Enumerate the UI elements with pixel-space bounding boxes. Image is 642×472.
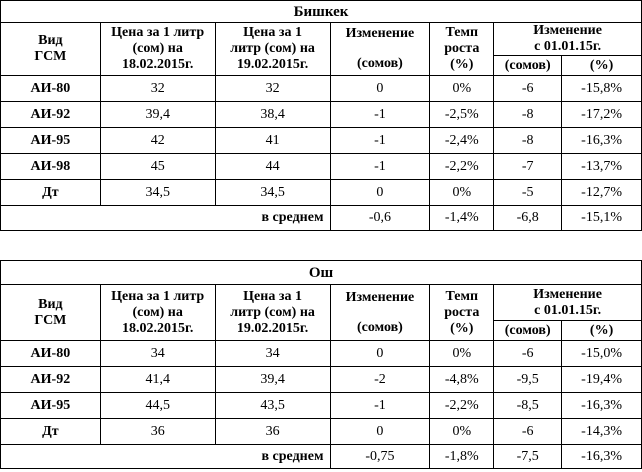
change-cell: 0 bbox=[330, 76, 430, 102]
header-since-jan: Изменение с 01.01.15г. bbox=[494, 285, 642, 321]
header-price-new: Цена за 1 литр (сом) на 19.02.2015г. bbox=[215, 285, 330, 341]
since-som-cell: -6 bbox=[494, 419, 562, 445]
header-change: Изменение (сомов) bbox=[330, 285, 430, 341]
header-price-new: Цена за 1 литр (сом) на 19.02.2015г. bbox=[215, 23, 330, 76]
table-row bbox=[1, 180, 642, 206]
price-new-cell: 32 bbox=[215, 76, 330, 102]
fuel-type-cell: Дт bbox=[1, 180, 101, 206]
since-pct-cell: -19,4% bbox=[562, 367, 642, 393]
since-pct-cell: -13,7% bbox=[562, 154, 642, 180]
since-som-cell: -8 bbox=[494, 102, 562, 128]
change-cell: -2 bbox=[330, 367, 430, 393]
fuel-type-cell: АИ-80 bbox=[1, 76, 101, 102]
since-som-cell: -7 bbox=[494, 154, 562, 180]
average-growth-cell: -1,8% bbox=[430, 445, 494, 469]
since-som-cell: -9,5 bbox=[494, 367, 562, 393]
fuel-type-cell: АИ-98 bbox=[1, 154, 101, 180]
header-since-pct: (%) bbox=[562, 56, 642, 76]
price-new-cell: 36 bbox=[215, 419, 330, 445]
growth-cell: 0% bbox=[430, 341, 494, 367]
price-old-cell: 32 bbox=[100, 76, 215, 102]
fuel-type-cell: АИ-92 bbox=[1, 367, 101, 393]
average-since-som-cell: -6,8 bbox=[494, 206, 562, 231]
since-som-cell: -8,5 bbox=[494, 393, 562, 419]
bishkek-price-table bbox=[0, 0, 642, 231]
change-cell: -1 bbox=[330, 128, 430, 154]
table-row bbox=[1, 419, 642, 445]
since-pct-cell: -12,7% bbox=[562, 180, 642, 206]
fuel-type-cell: АИ-95 bbox=[1, 128, 101, 154]
fuel-type-cell: АИ-92 bbox=[1, 102, 101, 128]
fuel-type-cell: АИ-95 bbox=[1, 393, 101, 419]
table-row bbox=[1, 154, 642, 180]
table-row bbox=[1, 367, 642, 393]
growth-cell: -2,2% bbox=[430, 154, 494, 180]
price-new-cell: 41 bbox=[215, 128, 330, 154]
table-city-title: Бишкек bbox=[1, 1, 642, 23]
table-row bbox=[1, 341, 642, 367]
average-growth-cell: -1,4% bbox=[430, 206, 494, 231]
price-new-cell: 34 bbox=[215, 341, 330, 367]
change-cell: 0 bbox=[330, 341, 430, 367]
average-row bbox=[1, 206, 642, 231]
since-som-cell: -6 bbox=[494, 341, 562, 367]
header-growth: Темп роста (%) bbox=[430, 23, 494, 76]
average-change-cell: -0,6 bbox=[330, 206, 430, 231]
since-pct-cell: -16,3% bbox=[562, 128, 642, 154]
price-old-cell: 45 bbox=[100, 154, 215, 180]
average-label: в среднем bbox=[1, 206, 331, 231]
price-new-cell: 34,5 bbox=[215, 180, 330, 206]
table-row bbox=[1, 102, 642, 128]
since-som-cell: -6 bbox=[494, 76, 562, 102]
change-cell: 0 bbox=[330, 180, 430, 206]
header-since-pct: (%) bbox=[562, 321, 642, 341]
header-since-som: (сомов) bbox=[494, 321, 562, 341]
since-pct-cell: -15,8% bbox=[562, 76, 642, 102]
header-growth: Темп роста (%) bbox=[430, 285, 494, 341]
table-row bbox=[1, 393, 642, 419]
fuel-type-cell: Дт bbox=[1, 419, 101, 445]
header-change: Изменение (сомов) bbox=[330, 23, 430, 76]
average-since-som-cell: -7,5 bbox=[494, 445, 562, 469]
average-row bbox=[1, 445, 642, 469]
since-pct-cell: -14,3% bbox=[562, 419, 642, 445]
change-cell: 0 bbox=[330, 419, 430, 445]
header-since-jan: Изменение с 01.01.15г. bbox=[494, 23, 642, 56]
since-som-cell: -5 bbox=[494, 180, 562, 206]
osh-price-table bbox=[0, 260, 642, 469]
since-som-cell: -8 bbox=[494, 128, 562, 154]
price-old-cell: 34 bbox=[100, 341, 215, 367]
price-new-cell: 38,4 bbox=[215, 102, 330, 128]
price-new-cell: 39,4 bbox=[215, 367, 330, 393]
average-since-pct-cell: -16,3% bbox=[562, 445, 642, 469]
header-price-old: Цена за 1 литр (сом) на 18.02.2015г. bbox=[100, 285, 215, 341]
since-pct-cell: -16,3% bbox=[562, 393, 642, 419]
fuel-type-cell: АИ-80 bbox=[1, 341, 101, 367]
price-new-cell: 43,5 bbox=[215, 393, 330, 419]
price-new-cell: 44 bbox=[215, 154, 330, 180]
average-label: в среднем bbox=[1, 445, 331, 469]
growth-cell: 0% bbox=[430, 180, 494, 206]
change-cell: -1 bbox=[330, 102, 430, 128]
header-since-som: (сомов) bbox=[494, 56, 562, 76]
change-cell: -1 bbox=[330, 393, 430, 419]
growth-cell: -2,4% bbox=[430, 128, 494, 154]
table-row bbox=[1, 128, 642, 154]
growth-cell: 0% bbox=[430, 76, 494, 102]
price-old-cell: 39,4 bbox=[100, 102, 215, 128]
growth-cell: -4,8% bbox=[430, 367, 494, 393]
table-city-title: Ош bbox=[1, 261, 642, 285]
price-old-cell: 42 bbox=[100, 128, 215, 154]
header-price-old: Цена за 1 литр (сом) на 18.02.2015г. bbox=[100, 23, 215, 76]
table-row bbox=[1, 76, 642, 102]
since-pct-cell: -17,2% bbox=[562, 102, 642, 128]
price-old-cell: 41,4 bbox=[100, 367, 215, 393]
price-old-cell: 36 bbox=[100, 419, 215, 445]
price-old-cell: 34,5 bbox=[100, 180, 215, 206]
change-cell: -1 bbox=[330, 154, 430, 180]
average-change-cell: -0,75 bbox=[330, 445, 430, 469]
header-fuel-type: Вид ГСМ bbox=[1, 23, 101, 76]
since-pct-cell: -15,0% bbox=[562, 341, 642, 367]
growth-cell: -2,5% bbox=[430, 102, 494, 128]
growth-cell: -2,2% bbox=[430, 393, 494, 419]
header-fuel-type: Вид ГСМ bbox=[1, 285, 101, 341]
price-old-cell: 44,5 bbox=[100, 393, 215, 419]
growth-cell: 0% bbox=[430, 419, 494, 445]
average-since-pct-cell: -15,1% bbox=[562, 206, 642, 231]
